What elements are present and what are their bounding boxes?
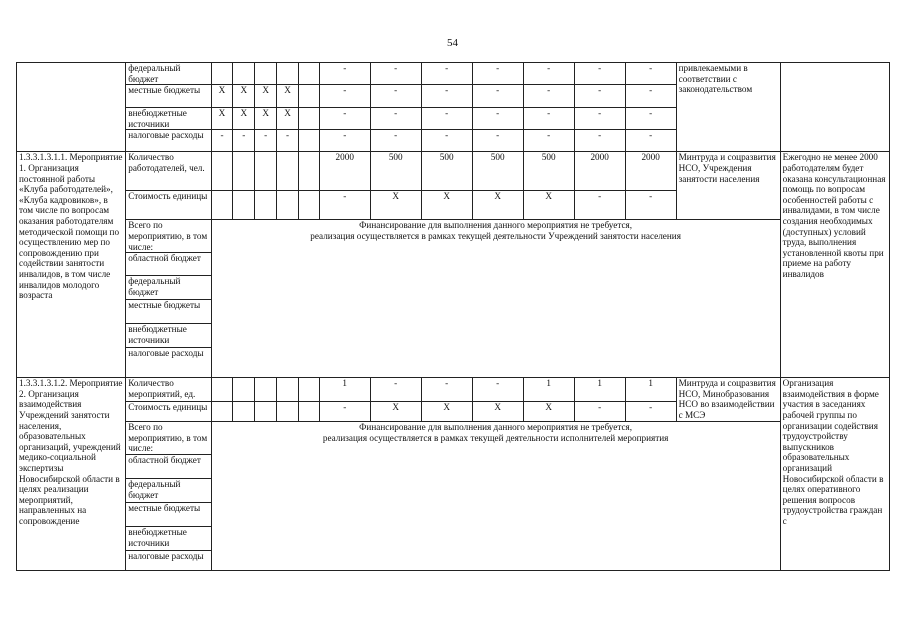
indicator-value-cell: 2000: [319, 152, 370, 191]
executor-cell: Минтруда и соцразвития НСО, Учреждения занятости населения: [676, 152, 780, 220]
indicator-value-cell: 500: [421, 152, 472, 191]
year-flag-cell: X: [211, 85, 233, 108]
indicator-value-cell: -: [319, 108, 370, 130]
funding-source-label: федеральный бюджет: [126, 479, 211, 503]
indicator-value-cell: -: [523, 130, 574, 152]
indicator-value-cell: -: [625, 63, 676, 85]
year-flag-cell: [211, 378, 233, 402]
year-flag-cell: [298, 63, 319, 85]
indicator-value-cell: -: [319, 63, 370, 85]
indicator-value-cell: -: [523, 108, 574, 130]
indicator-value-cell: -: [421, 63, 472, 85]
funding-source-label: внебюджетные источники: [126, 108, 211, 130]
table-row: [17, 422, 890, 455]
year-flag-cell: -: [211, 130, 233, 152]
year-flag-cell: [233, 152, 255, 191]
table-row: [17, 220, 890, 253]
year-flag-cell: [233, 191, 255, 220]
indicator-value-cell: -: [472, 108, 523, 130]
indicator-value-cell: -: [370, 378, 421, 402]
indicator-value-cell: -: [523, 63, 574, 85]
year-flag-cell: [211, 191, 233, 220]
indicator-value-cell: X: [472, 402, 523, 422]
indicator-value-cell: -: [319, 85, 370, 108]
indicator-label: Количество мероприятий, ед.: [126, 378, 211, 402]
year-flag-cell: [233, 402, 255, 422]
executor-cell: привлекаемыми в соответствии с законодательством: [676, 63, 780, 152]
funding-source-label: федеральный бюджет: [126, 63, 211, 85]
indicator-value-cell: 500: [370, 152, 421, 191]
year-flag-cell: [255, 402, 277, 422]
year-flag-cell: [277, 191, 299, 220]
indicator-value-cell: 1: [319, 378, 370, 402]
indicator-value-cell: X: [370, 402, 421, 422]
indicator-value-cell: -: [421, 85, 472, 108]
year-flag-cell: [298, 402, 319, 422]
year-flag-cell: [298, 108, 319, 130]
funding-note-line: Финансирование для выполнения данного мероприятия не требуется,: [359, 220, 633, 231]
indicator-value-cell: X: [421, 402, 472, 422]
year-flag-cell: X: [211, 108, 233, 130]
indicator-value-cell: -: [625, 191, 676, 220]
year-flag-cell: [233, 378, 255, 402]
indicator-value-cell: -: [472, 130, 523, 152]
table-row: [17, 152, 890, 191]
indicator-value-cell: -: [319, 130, 370, 152]
funding-source-label: федеральный бюджет: [126, 276, 211, 300]
funding-source-label: внебюджетные источники: [126, 527, 211, 551]
indicator-label: Стоимость единицы: [126, 191, 211, 220]
indicator-value-cell: -: [574, 85, 625, 108]
year-flag-cell: [255, 63, 277, 85]
year-flag-cell: [277, 402, 299, 422]
indicator-value-cell: 2000: [574, 152, 625, 191]
executor-cell: Минтруда и соцразвития НСО, Минобразования НСО во взаимодействии с МСЭ: [676, 378, 780, 422]
table-row: [17, 378, 890, 402]
indicator-value-cell: -: [370, 108, 421, 130]
indicator-value-cell: -: [574, 108, 625, 130]
funding-source-label: налоговые расходы: [126, 130, 211, 152]
year-flag-cell: X: [277, 108, 299, 130]
year-flag-cell: X: [255, 108, 277, 130]
indicator-value-cell: 500: [523, 152, 574, 191]
indicator-value-cell: -: [319, 402, 370, 422]
indicator-value-cell: -: [625, 108, 676, 130]
year-flag-cell: [211, 152, 233, 191]
page-number: 54: [447, 37, 458, 49]
indicator-value-cell: 500: [472, 152, 523, 191]
funding-source-label: внебюджетные источники: [126, 324, 211, 348]
result-cell: Организация взаимодействия в форме участия в заседаниях рабочей группы по организации содействия трудоустройству выпускников образовательных организаций Новосибирской области в целях оперативного решения вопросов трудоустройства граждан с: [780, 378, 889, 571]
funding-source-label: местные бюджеты: [126, 85, 211, 108]
indicator-value-cell: -: [421, 108, 472, 130]
funding-note-cell: [211, 422, 780, 571]
year-flag-cell: [211, 402, 233, 422]
year-flag-cell: [255, 191, 277, 220]
year-flag-cell: -: [233, 130, 255, 152]
funding-source-label: Всего по мероприятию, в том числе:: [126, 220, 211, 253]
indicator-label: Стоимость единицы: [126, 402, 211, 422]
year-flag-cell: X: [233, 108, 255, 130]
funding-source-label: местные бюджеты: [126, 503, 211, 527]
indicator-value-cell: -: [625, 402, 676, 422]
indicator-value-cell: X: [472, 191, 523, 220]
year-flag-cell: [298, 152, 319, 191]
indicator-label: Количество работодателей, чел.: [126, 152, 211, 191]
funding-source-label: областной бюджет: [126, 253, 211, 276]
funding-note-line: Финансирование для выполнения данного мероприятия не требуется,: [359, 422, 633, 433]
indicator-value-cell: 2000: [625, 152, 676, 191]
indicator-value-cell: X: [523, 402, 574, 422]
result-cell: Ежегодно не менее 2000 работодателям будет оказана консультационная помощь по вопросам особенностей работы с инвалидами, в том числе создания необходимых (доступных) условий труда, выполнения установленной квоты при приеме на работу инвалидов: [780, 152, 889, 378]
year-flag-cell: -: [277, 130, 299, 152]
indicator-value-cell: -: [574, 191, 625, 220]
year-flag-cell: [298, 378, 319, 402]
indicator-value-cell: -: [370, 63, 421, 85]
indicator-value-cell: 1: [523, 378, 574, 402]
year-flag-cell: [298, 191, 319, 220]
indicator-value-cell: -: [574, 63, 625, 85]
measure-title-cell: 1.3.3.1.3.1.1. Мероприятие 1. Организация постоянной работы «Клуба работодателей», «Клуба кадровиков», в том числе по вопросам оказания работодателям методической помощи по осуществлению мер по сопровождению при содействии занятости инвалидов, в том числе инвалидов молодого возраста: [17, 152, 126, 378]
year-flag-cell: [298, 130, 319, 152]
year-flag-cell: -: [255, 130, 277, 152]
indicator-value-cell: 1: [625, 378, 676, 402]
year-flag-cell: [277, 152, 299, 191]
year-flag-cell: [277, 378, 299, 402]
year-flag-cell: [277, 63, 299, 85]
year-flag-cell: [298, 85, 319, 108]
indicator-value-cell: -: [523, 85, 574, 108]
year-flag-cell: [255, 152, 277, 191]
indicator-value-cell: -: [574, 130, 625, 152]
indicator-value-cell: -: [574, 402, 625, 422]
indicator-value-cell: X: [370, 191, 421, 220]
funding-note-line: реализация осуществляется в рамках текущей деятельности Учреждений занятости населения: [310, 230, 681, 241]
funding-source-label: налоговые расходы: [126, 348, 211, 378]
year-flag-cell: X: [277, 85, 299, 108]
indicator-value-cell: -: [472, 378, 523, 402]
indicator-value-cell: -: [421, 130, 472, 152]
indicator-value-cell: 1: [574, 378, 625, 402]
year-flag-cell: [211, 63, 233, 85]
measure-title-cell: 1.3.3.1.3.1.2. Мероприятие 2. Организация взаимодействия Учреждений занятости населения, образовательных организаций, учреждений медико-социальной экспертизы Новосибирской области в целях реализации мероприятий, направленных на сопровождение: [17, 378, 126, 571]
indicator-value-cell: -: [370, 85, 421, 108]
program-measures-table: [16, 62, 890, 571]
indicator-value-cell: -: [472, 63, 523, 85]
year-flag-cell: [233, 63, 255, 85]
indicator-value-cell: -: [370, 130, 421, 152]
funding-source-label: местные бюджеты: [126, 300, 211, 324]
table-row: [17, 63, 890, 85]
indicator-value-cell: X: [523, 191, 574, 220]
year-flag-cell: X: [233, 85, 255, 108]
funding-source-label: областной бюджет: [126, 455, 211, 479]
indicator-value-cell: X: [421, 191, 472, 220]
funding-note-line: реализация осуществляется в рамках текущей деятельности исполнителей мероприятия: [322, 432, 669, 443]
indicator-value-cell: -: [472, 85, 523, 108]
indicator-value-cell: -: [625, 85, 676, 108]
year-flag-cell: X: [255, 85, 277, 108]
funding-source-label: Всего по мероприятию, в том числе:: [126, 422, 211, 455]
indicator-value-cell: -: [319, 191, 370, 220]
result-cell: [780, 63, 889, 152]
indicator-value-cell: -: [625, 130, 676, 152]
indicator-value-cell: -: [421, 378, 472, 402]
funding-note-cell: [211, 220, 780, 378]
year-flag-cell: [255, 378, 277, 402]
previous-measure-cell: [17, 63, 126, 152]
funding-source-label: налоговые расходы: [126, 551, 211, 571]
